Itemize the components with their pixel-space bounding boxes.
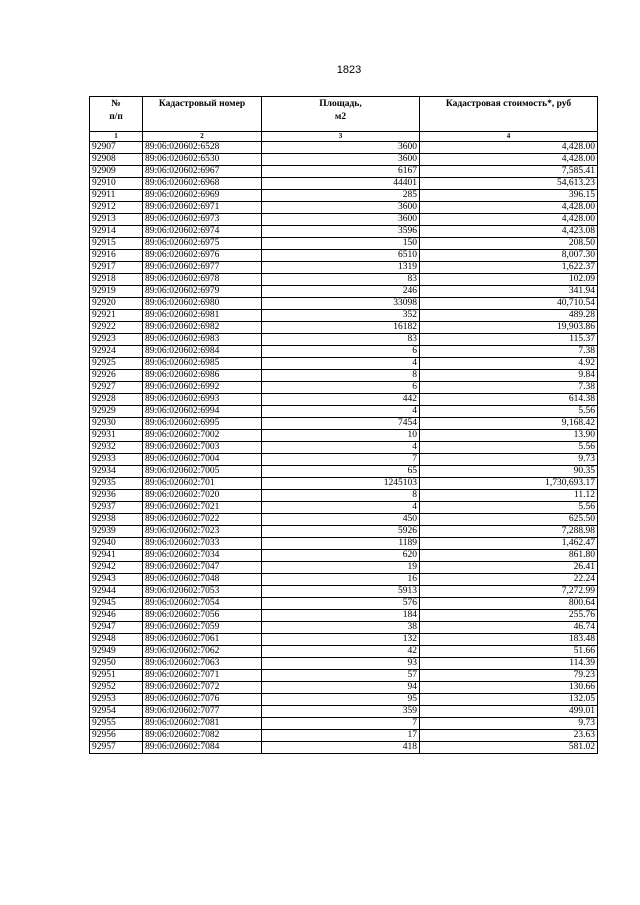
table-row xyxy=(90,550,598,562)
cell-cadastral-value: 9.73 xyxy=(420,718,598,730)
cell-area: 6 xyxy=(262,382,420,394)
cell-area: 4 xyxy=(262,442,420,454)
header-area xyxy=(262,97,420,132)
cell-area: 6167 xyxy=(262,166,420,178)
cell-cadastral-number: 89:06:020602:6981 xyxy=(143,310,262,322)
table-row xyxy=(90,694,598,706)
cell-row-number: 92924 xyxy=(90,346,143,358)
cell-row-number: 92927 xyxy=(90,382,143,394)
cell-cadastral-value: 183.48 xyxy=(420,634,598,646)
table-row xyxy=(90,634,598,646)
cell-area: 16 xyxy=(262,574,420,586)
table-row xyxy=(90,454,598,466)
cell-area: 57 xyxy=(262,670,420,682)
cell-cadastral-number: 89:06:020602:7048 xyxy=(143,574,262,586)
cell-cadastral-value: 9.73 xyxy=(420,454,598,466)
table-row xyxy=(90,658,598,670)
cell-row-number: 92954 xyxy=(90,706,143,718)
cell-cadastral-number: 89:06:020602:7047 xyxy=(143,562,262,574)
cell-cadastral-value: 489.28 xyxy=(420,310,598,322)
table-row xyxy=(90,226,598,238)
cell-area: 6510 xyxy=(262,250,420,262)
table-row xyxy=(90,262,598,274)
cell-cadastral-value: 11.12 xyxy=(420,490,598,502)
cell-area: 3600 xyxy=(262,214,420,226)
header-area-line2: м2 xyxy=(334,112,347,122)
cell-cadastral-number: 89:06:020602:7062 xyxy=(143,646,262,658)
cell-cadastral-value: 581.02 xyxy=(420,742,598,754)
table-row xyxy=(90,202,598,214)
cell-area: 4 xyxy=(262,502,420,514)
cell-row-number: 92939 xyxy=(90,526,143,538)
cell-area: 3600 xyxy=(262,142,420,154)
cell-cadastral-number: 89:06:020602:7023 xyxy=(143,526,262,538)
cell-cadastral-number: 89:06:020602:7034 xyxy=(143,550,262,562)
cell-cadastral-number: 89:06:020602:7059 xyxy=(143,622,262,634)
cell-cadastral-value: 4.92 xyxy=(420,358,598,370)
cell-row-number: 92907 xyxy=(90,142,143,154)
cell-cadastral-value: 8,007.30 xyxy=(420,250,598,262)
table-row xyxy=(90,322,598,334)
table-row xyxy=(90,334,598,346)
table-row xyxy=(90,214,598,226)
cell-cadastral-value: 46.74 xyxy=(420,622,598,634)
cell-cadastral-value: 396.15 xyxy=(420,190,598,202)
cell-cadastral-value: 4,423.08 xyxy=(420,226,598,238)
cell-row-number: 92922 xyxy=(90,322,143,334)
header-row-number-line1: № xyxy=(111,99,121,109)
cell-cadastral-number: 89:06:020602:7004 xyxy=(143,454,262,466)
cell-cadastral-value: 4,428.00 xyxy=(420,142,598,154)
cell-cadastral-value: 115.37 xyxy=(420,334,598,346)
cell-row-number: 92933 xyxy=(90,454,143,466)
cell-cadastral-number: 89:06:020602:6976 xyxy=(143,250,262,262)
cell-area: 3596 xyxy=(262,226,420,238)
cell-area: 65 xyxy=(262,466,420,478)
cell-area: 94 xyxy=(262,682,420,694)
cell-row-number: 92935 xyxy=(90,478,143,490)
cell-area: 418 xyxy=(262,742,420,754)
cell-cadastral-number: 89:06:020602:6974 xyxy=(143,226,262,238)
cell-cadastral-number: 89:06:020602:6967 xyxy=(143,166,262,178)
cell-cadastral-value: 132.05 xyxy=(420,694,598,706)
cell-area: 17 xyxy=(262,730,420,742)
cell-cadastral-number: 89:06:020602:7005 xyxy=(143,466,262,478)
cell-area: 450 xyxy=(262,514,420,526)
cell-row-number: 92940 xyxy=(90,538,143,550)
cell-cadastral-number: 89:06:020602:6977 xyxy=(143,262,262,274)
table-row xyxy=(90,370,598,382)
cell-area: 7 xyxy=(262,454,420,466)
cell-area: 8 xyxy=(262,490,420,502)
cell-cadastral-value: 4,428.00 xyxy=(420,214,598,226)
header-cadastral-number: Кадастровый номер xyxy=(143,97,262,132)
cell-row-number: 92936 xyxy=(90,490,143,502)
cell-area: 285 xyxy=(262,190,420,202)
cell-row-number: 92948 xyxy=(90,634,143,646)
cell-area: 442 xyxy=(262,394,420,406)
cell-row-number: 92920 xyxy=(90,298,143,310)
cell-cadastral-value: 5.56 xyxy=(420,442,598,454)
cell-row-number: 92925 xyxy=(90,358,143,370)
cell-area: 6 xyxy=(262,346,420,358)
cell-cadastral-number: 89:06:020602:7021 xyxy=(143,502,262,514)
cell-area: 16182 xyxy=(262,322,420,334)
cell-row-number: 92943 xyxy=(90,574,143,586)
table-row xyxy=(90,274,598,286)
cell-row-number: 92946 xyxy=(90,610,143,622)
cell-cadastral-value: 1,462.47 xyxy=(420,538,598,550)
table-row xyxy=(90,730,598,742)
cell-area: 38 xyxy=(262,622,420,634)
cell-row-number: 92929 xyxy=(90,406,143,418)
column-number-1: 1 xyxy=(90,132,143,142)
cell-cadastral-number: 89:06:020602:7020 xyxy=(143,490,262,502)
table-row xyxy=(90,622,598,634)
column-number-3: 3 xyxy=(262,132,420,142)
cell-cadastral-value: 40,710.54 xyxy=(420,298,598,310)
table-row xyxy=(90,718,598,730)
cell-row-number: 92918 xyxy=(90,274,143,286)
cell-row-number: 92911 xyxy=(90,190,143,202)
table-row xyxy=(90,430,598,442)
cell-cadastral-number: 89:06:020602:7063 xyxy=(143,658,262,670)
cell-area: 359 xyxy=(262,706,420,718)
cell-row-number: 92912 xyxy=(90,202,143,214)
cell-cadastral-value: 9.84 xyxy=(420,370,598,382)
cell-row-number: 92931 xyxy=(90,430,143,442)
header-row xyxy=(90,97,598,132)
cell-cadastral-value: 255.76 xyxy=(420,610,598,622)
cell-cadastral-number: 89:06:020602:7076 xyxy=(143,694,262,706)
cell-cadastral-number: 89:06:020602:701 xyxy=(143,478,262,490)
cell-cadastral-value: 7.38 xyxy=(420,382,598,394)
cell-cadastral-number: 89:06:020602:7056 xyxy=(143,610,262,622)
cell-area: 7454 xyxy=(262,418,420,430)
cell-cadastral-value: 114.39 xyxy=(420,658,598,670)
cell-cadastral-number: 89:06:020602:6530 xyxy=(143,154,262,166)
table-row xyxy=(90,742,598,754)
cell-area: 42 xyxy=(262,646,420,658)
cell-cadastral-value: 4,428.00 xyxy=(420,154,598,166)
cell-row-number: 92919 xyxy=(90,286,143,298)
cell-cadastral-number: 89:06:020602:6993 xyxy=(143,394,262,406)
cell-cadastral-value: 625.50 xyxy=(420,514,598,526)
cell-area: 3600 xyxy=(262,202,420,214)
column-number-row xyxy=(90,132,598,142)
header-area-line1: Площадь, xyxy=(319,99,362,109)
cell-cadastral-number: 89:06:020602:6973 xyxy=(143,214,262,226)
cell-cadastral-number: 89:06:020602:6968 xyxy=(143,178,262,190)
cell-area: 184 xyxy=(262,610,420,622)
table-row xyxy=(90,178,598,190)
cell-row-number: 92952 xyxy=(90,682,143,694)
cell-row-number: 92949 xyxy=(90,646,143,658)
table-row xyxy=(90,142,598,154)
cell-cadastral-number: 89:06:020602:7072 xyxy=(143,682,262,694)
cell-cadastral-value: 7,272.99 xyxy=(420,586,598,598)
cell-cadastral-number: 89:06:020602:6971 xyxy=(143,202,262,214)
table-header xyxy=(90,97,598,142)
column-number-4: 4 xyxy=(420,132,598,142)
cell-area: 1245103 xyxy=(262,478,420,490)
cell-row-number: 92930 xyxy=(90,418,143,430)
cell-row-number: 92916 xyxy=(90,250,143,262)
table-row xyxy=(90,538,598,550)
cell-cadastral-value: 614.38 xyxy=(420,394,598,406)
cell-area: 5913 xyxy=(262,586,420,598)
cell-row-number: 92955 xyxy=(90,718,143,730)
cell-row-number: 92953 xyxy=(90,694,143,706)
cell-row-number: 92932 xyxy=(90,442,143,454)
cell-area: 33098 xyxy=(262,298,420,310)
cell-cadastral-value: 7.38 xyxy=(420,346,598,358)
cell-area: 1319 xyxy=(262,262,420,274)
table-row xyxy=(90,298,598,310)
cell-row-number: 92942 xyxy=(90,562,143,574)
cell-row-number: 92938 xyxy=(90,514,143,526)
table-row xyxy=(90,586,598,598)
cell-cadastral-value: 54,613.23 xyxy=(420,178,598,190)
table-body xyxy=(90,142,598,754)
table-row xyxy=(90,382,598,394)
cell-cadastral-number: 89:06:020602:7002 xyxy=(143,430,262,442)
table-row xyxy=(90,286,598,298)
cell-row-number: 92917 xyxy=(90,262,143,274)
cell-area: 4 xyxy=(262,358,420,370)
cell-cadastral-value: 130.66 xyxy=(420,682,598,694)
cell-row-number: 92913 xyxy=(90,214,143,226)
table-row xyxy=(90,442,598,454)
cadastral-table xyxy=(89,96,598,754)
cell-cadastral-value: 7,585.41 xyxy=(420,166,598,178)
cell-area: 8 xyxy=(262,370,420,382)
cell-area: 5926 xyxy=(262,526,420,538)
cell-cadastral-value: 51.66 xyxy=(420,646,598,658)
table-row xyxy=(90,502,598,514)
cell-area: 132 xyxy=(262,634,420,646)
cell-cadastral-number: 89:06:020602:6975 xyxy=(143,238,262,250)
table-row xyxy=(90,706,598,718)
table-row xyxy=(90,526,598,538)
table-row xyxy=(90,346,598,358)
table-row xyxy=(90,190,598,202)
cell-cadastral-value: 22.24 xyxy=(420,574,598,586)
table-row xyxy=(90,610,598,622)
cell-row-number: 92928 xyxy=(90,394,143,406)
cell-cadastral-value: 208.50 xyxy=(420,238,598,250)
table-row xyxy=(90,466,598,478)
table-row xyxy=(90,670,598,682)
cell-cadastral-value: 4,428.00 xyxy=(420,202,598,214)
header-row-number xyxy=(90,97,143,132)
cell-area: 3600 xyxy=(262,154,420,166)
table-row xyxy=(90,598,598,610)
cell-cadastral-number: 89:06:020602:7061 xyxy=(143,634,262,646)
page-number: 1823 xyxy=(336,64,362,76)
cell-cadastral-value: 26.41 xyxy=(420,562,598,574)
table-row xyxy=(90,562,598,574)
cell-cadastral-number: 89:06:020602:7081 xyxy=(143,718,262,730)
table-row xyxy=(90,646,598,658)
cell-cadastral-value: 7,288.98 xyxy=(420,526,598,538)
cell-row-number: 92956 xyxy=(90,730,143,742)
cell-row-number: 92941 xyxy=(90,550,143,562)
cell-cadastral-number: 89:06:020602:6986 xyxy=(143,370,262,382)
cell-cadastral-number: 89:06:020602:7053 xyxy=(143,586,262,598)
cell-row-number: 92926 xyxy=(90,370,143,382)
cell-cadastral-value: 5.56 xyxy=(420,406,598,418)
cell-cadastral-number: 89:06:020602:7022 xyxy=(143,514,262,526)
cell-cadastral-number: 89:06:020602:6983 xyxy=(143,334,262,346)
cell-cadastral-number: 89:06:020602:6995 xyxy=(143,418,262,430)
cell-cadastral-number: 89:06:020602:6985 xyxy=(143,358,262,370)
cell-cadastral-number: 89:06:020602:7003 xyxy=(143,442,262,454)
table-row xyxy=(90,166,598,178)
cell-row-number: 92937 xyxy=(90,502,143,514)
table-row xyxy=(90,682,598,694)
cell-cadastral-value: 1,730,693.17 xyxy=(420,478,598,490)
cell-cadastral-number: 89:06:020602:6980 xyxy=(143,298,262,310)
cell-cadastral-number: 89:06:020602:6984 xyxy=(143,346,262,358)
cell-cadastral-number: 89:06:020602:7077 xyxy=(143,706,262,718)
cell-cadastral-value: 800.64 xyxy=(420,598,598,610)
header-row-number-line2: п/п xyxy=(109,112,123,122)
cell-cadastral-number: 89:06:020602:6528 xyxy=(143,142,262,154)
table-row xyxy=(90,490,598,502)
cell-row-number: 92934 xyxy=(90,466,143,478)
cell-cadastral-number: 89:06:020602:7082 xyxy=(143,730,262,742)
cell-row-number: 92910 xyxy=(90,178,143,190)
table-row xyxy=(90,238,598,250)
cell-cadastral-number: 89:06:020602:6979 xyxy=(143,286,262,298)
cell-area: 10 xyxy=(262,430,420,442)
cell-row-number: 92915 xyxy=(90,238,143,250)
table-row xyxy=(90,478,598,490)
cell-row-number: 92957 xyxy=(90,742,143,754)
cell-cadastral-value: 79.23 xyxy=(420,670,598,682)
cell-area: 620 xyxy=(262,550,420,562)
cell-row-number: 92923 xyxy=(90,334,143,346)
table-row xyxy=(90,418,598,430)
cell-cadastral-value: 90.35 xyxy=(420,466,598,478)
cell-cadastral-number: 89:06:020602:7071 xyxy=(143,670,262,682)
cell-cadastral-number: 89:06:020602:6969 xyxy=(143,190,262,202)
cell-cadastral-value: 19,903.86 xyxy=(420,322,598,334)
cell-row-number: 92945 xyxy=(90,598,143,610)
cell-row-number: 92947 xyxy=(90,622,143,634)
cell-cadastral-number: 89:06:020602:7084 xyxy=(143,742,262,754)
cell-area: 44401 xyxy=(262,178,420,190)
cell-row-number: 92950 xyxy=(90,658,143,670)
cell-area: 1189 xyxy=(262,538,420,550)
cell-row-number: 92914 xyxy=(90,226,143,238)
cell-area: 246 xyxy=(262,286,420,298)
table-row xyxy=(90,394,598,406)
cell-cadastral-value: 5.56 xyxy=(420,502,598,514)
cell-area: 93 xyxy=(262,658,420,670)
cell-row-number: 92944 xyxy=(90,586,143,598)
cell-area: 7 xyxy=(262,718,420,730)
cell-row-number: 92921 xyxy=(90,310,143,322)
cell-cadastral-value: 341.94 xyxy=(420,286,598,298)
cell-area: 352 xyxy=(262,310,420,322)
cell-area: 95 xyxy=(262,694,420,706)
cell-row-number: 92909 xyxy=(90,166,143,178)
cell-cadastral-value: 499.01 xyxy=(420,706,598,718)
cell-cadastral-number: 89:06:020602:6978 xyxy=(143,274,262,286)
cell-area: 83 xyxy=(262,334,420,346)
cell-cadastral-value: 102.09 xyxy=(420,274,598,286)
cell-cadastral-number: 89:06:020602:7054 xyxy=(143,598,262,610)
cell-area: 19 xyxy=(262,562,420,574)
cell-cadastral-value: 1,622.37 xyxy=(420,262,598,274)
cell-cadastral-value: 9,168.42 xyxy=(420,418,598,430)
header-cadastral-value: Кадастровая стоимость*, руб xyxy=(420,97,598,132)
table-row xyxy=(90,250,598,262)
cell-cadastral-number: 89:06:020602:6982 xyxy=(143,322,262,334)
column-number-2: 2 xyxy=(143,132,262,142)
cell-row-number: 92951 xyxy=(90,670,143,682)
cell-area: 4 xyxy=(262,406,420,418)
table-row xyxy=(90,154,598,166)
cell-cadastral-value: 13.90 xyxy=(420,430,598,442)
cell-row-number: 92908 xyxy=(90,154,143,166)
cell-cadastral-value: 23.63 xyxy=(420,730,598,742)
cell-cadastral-number: 89:06:020602:6994 xyxy=(143,406,262,418)
cell-cadastral-value: 861.80 xyxy=(420,550,598,562)
table-row xyxy=(90,358,598,370)
table-row xyxy=(90,514,598,526)
cell-area: 150 xyxy=(262,238,420,250)
table-row xyxy=(90,310,598,322)
cell-cadastral-number: 89:06:020602:7033 xyxy=(143,538,262,550)
cell-area: 83 xyxy=(262,274,420,286)
table-row xyxy=(90,574,598,586)
table-row xyxy=(90,406,598,418)
cell-cadastral-number: 89:06:020602:6992 xyxy=(143,382,262,394)
cell-area: 576 xyxy=(262,598,420,610)
